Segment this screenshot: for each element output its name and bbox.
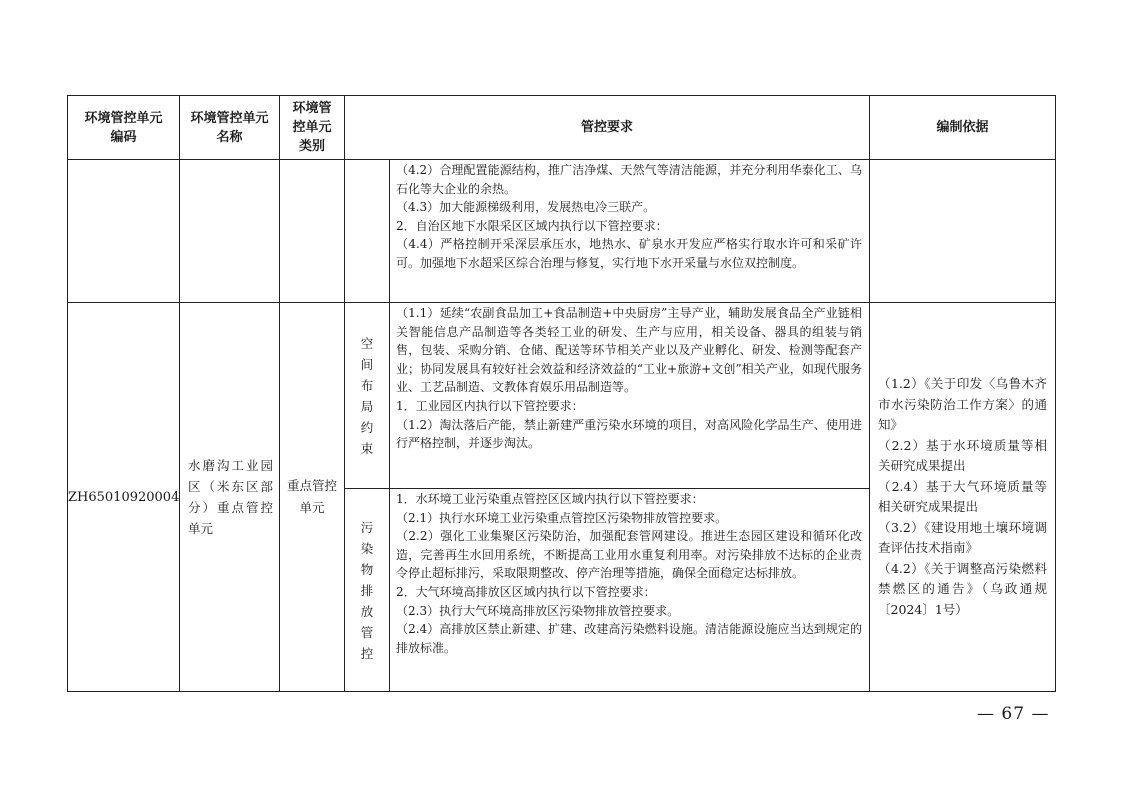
page-number: — 67 — bbox=[977, 704, 1050, 724]
section-title-spatial: 空间布局约束 bbox=[345, 303, 390, 489]
header-unit-category: 环境管控单元类别 bbox=[280, 96, 345, 160]
unit-name-cell: 水磨沟工业园区（米东区部分）重点管控单元 bbox=[180, 303, 280, 692]
header-requirements: 管控要求 bbox=[345, 96, 870, 160]
requirement-item: 2．大气环境高排放区区域内执行以下管控要求： bbox=[396, 584, 656, 599]
table-row-main bbox=[68, 303, 1056, 489]
continued-section-cell bbox=[345, 160, 390, 303]
continued-basis-cell bbox=[870, 160, 1056, 303]
requirement-item: （2.1）执行水环境工业污染重点管控区污染物排放管控要求。 bbox=[396, 510, 728, 525]
requirement-item: （2.2）强化工业集聚区污染防治，加强配套管网建设。推进生态园区建设和循环化改造，完善再生水回用系统，不断提高工业用水重复利用率。对污染排放不达标的企业责令停止超标排污，采取限期整改、停产治理等措施，确保全面稳定达标排放。 bbox=[396, 529, 863, 581]
basis-cell bbox=[870, 303, 1056, 692]
spatial-requirements-cell bbox=[390, 303, 870, 489]
section-title-pollution: 污染物排放管控 bbox=[345, 489, 390, 692]
requirement-item: 1．水环境工业污染重点管控区区域内执行以下管控要求： bbox=[396, 492, 704, 506]
header-basis: 编制依据 bbox=[870, 96, 1056, 160]
continued-requirements-cell bbox=[390, 160, 870, 303]
continued-category-cell bbox=[280, 160, 345, 303]
requirement-item: （1.1）延续“农副食品加工+食品制造+中央厨房”主导产业，辅助发展食品全产业链相关智能信息产品制造等各类轻工业的研发、生产与应用，相关设备、器具的组装与销售，包装、采购分销、仓储、配送等环节相关产业以及产业孵化、研发、检测等配套产业；协同发展具有较好社会效益和经济效益的“工业+旅游+文创”相关产业，如现代服务业、工艺品制造、文教体育娱乐用品制造等。 bbox=[396, 306, 863, 395]
table-row-continued bbox=[68, 160, 1056, 303]
requirement-item: （2.3）执行大气环境高排放区污染物排放管控要求。 bbox=[396, 603, 680, 618]
unit-code-cell: ZH65010920004 bbox=[68, 303, 180, 692]
requirement-item: 1．工业园区内执行以下管控要求： bbox=[396, 398, 584, 413]
requirement-item: （1.2）淘汰落后产能，禁止新建严重污染水环境的项目，对高风险化学品生产、使用进行严格控制，并逐步淘汰。 bbox=[396, 417, 863, 451]
requirement-item: （4.4）严格控制开采深层承压水，地热水、矿泉水开发应严格实行取水许可和采矿许可。加强地下水超采区综合治理与修复，实行地下水开采量与水位双控制度。 bbox=[396, 237, 863, 270]
header-unit-name: 环境管控单元名称 bbox=[180, 96, 280, 160]
control-requirements-table bbox=[67, 95, 1056, 692]
basis-item: （2.2）基于水环境质量等相关研究成果提出 bbox=[878, 437, 1048, 473]
unit-category-cell: 重点管控单元 bbox=[280, 303, 345, 692]
continued-name-cell bbox=[180, 160, 280, 303]
requirement-item: （4.3）加大能源梯级利用，发展热电冷三联产。 bbox=[396, 200, 656, 215]
requirement-item: （4.2）合理配置能源结构，推广洁净煤、天然气等清洁能源，并充分利用华泰化工、乌石化等大企业的余热。 bbox=[396, 163, 863, 196]
requirement-item: （2.4）高排放区禁止新建、扩建、改建高污染燃料设施。清洁能源设施应当达到规定的排放标准。 bbox=[396, 622, 863, 655]
header-unit-code: 环境管控单元编码 bbox=[68, 96, 180, 160]
table-header-row bbox=[68, 96, 1056, 160]
pollution-requirements-cell bbox=[390, 489, 870, 692]
continued-code-cell bbox=[68, 160, 180, 303]
basis-item: （3.2）《建设用地土壤环境调查评估技术指南》 bbox=[878, 519, 1048, 555]
requirement-item: 2．自治区地下水限采区区域内执行以下管控要求： bbox=[396, 218, 668, 233]
basis-item: （2.4）基于大气环境质量等相关研究成果提出 bbox=[878, 478, 1048, 514]
basis-item: （4.2）《关于调整高污染燃料禁燃区的通告》（乌政通规〔2024〕1号） bbox=[878, 560, 1048, 617]
basis-item: （1.2）《关于印发〈乌鲁木齐市水污染防治工作方案〉的通知》 bbox=[878, 376, 1048, 432]
